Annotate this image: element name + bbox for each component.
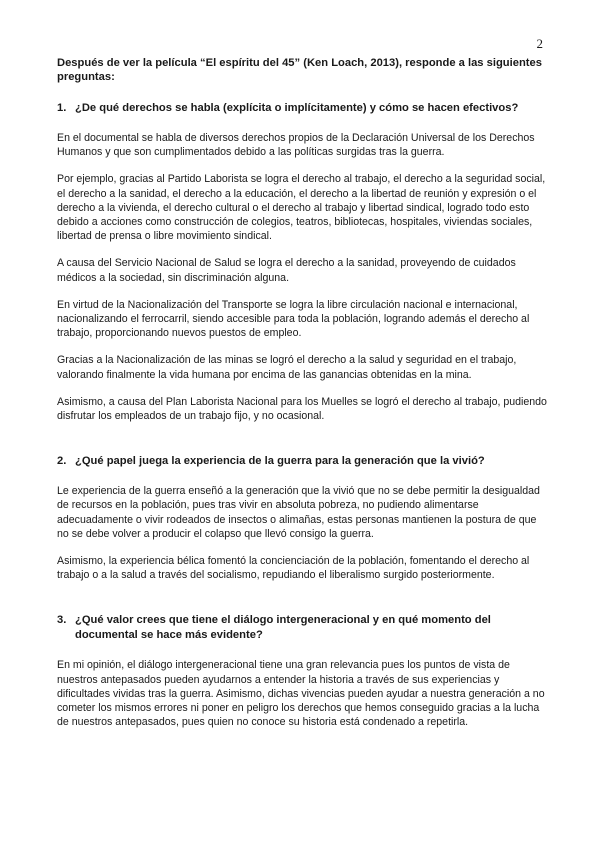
- document-body: [57, 56, 547, 742]
- question-text: ¿De qué derechos se habla (explícita o implícitamente) y cómo se hacen efectivos?: [75, 102, 519, 114]
- question-number: 2.: [57, 455, 67, 468]
- question-heading: [57, 454, 547, 469]
- answer-paragraph: A causa del Servicio Nacional de Salud se logra el derecho a la sanidad, proveyendo de cuidados médicos a la sociedad, sin discriminación alguna.: [57, 257, 516, 284]
- answer-paragraph: Le experiencia de la guerra enseñó a la generación que la vivió que no se debe permitir la desigualdad de recursos en la población, pues tras vivir en absoluta pobreza, no pudiendo alimentarse adecuadamente o vivir rodeados de insectos o alimañas, estas personas mantienen la postura de que no se debe volver a producir el colapso que llevó consigo la guerra.: [57, 485, 540, 540]
- section-1: [57, 101, 547, 423]
- question-text: ¿Qué valor crees que tiene el diálogo intergeneracional y en qué momento del documental se hace más evidente?: [75, 614, 491, 642]
- question-number: 1.: [57, 102, 67, 114]
- answer-paragraph: En virtud de la Nacionalización del Transporte se logra la libre circulación nacional e internacional, nacionalizando el ferrocarril, siendo accesible para toda la población, logrando además el derecho al trabajo, proporcionando nuevos puestos de empleo.: [57, 298, 530, 340]
- answer-paragraph: Asimismo, a causa del Plan Laborista Nacional para los Muelles se logró el derecho al trabajo, pudiendo disfrutar los empleados de un trabajo fijo, y no ocasional.: [57, 395, 547, 423]
- answer-paragraph: En el documental se habla de diversos derechos propios de la Declaración Universal de los Derechos Humanos y que son cumplimentados debido a las políticas surgidas tras la guerra.: [57, 132, 535, 159]
- assignment-intro: Después de ver la película “El espíritu del 45” (Ken Loach, 2013), responde a las siguientes preguntas:: [57, 57, 542, 83]
- section-3: [57, 613, 547, 729]
- answer-paragraph: Asimismo, la experiencia bélica fomentó la concienciación de la población, fomentando el derecho al trabajo o a la salud a través del socialismo, repudiando el liberalismo surgido posteriormente.: [57, 555, 530, 582]
- question-heading: [57, 101, 547, 116]
- page-number: 2: [536, 36, 543, 51]
- question-text: ¿Qué papel juega la experiencia de la guerra para la generación que la vivió?: [75, 455, 485, 468]
- question-number: 3.: [57, 614, 67, 627]
- section-spacer: [57, 436, 547, 454]
- answer-paragraph: En mi opinión, el diálogo intergeneracional tiene una gran relevancia pues los puntos de vista de nuestros antepasados pueden ayudarnos a entender la historia a través de sus experiencias y dificultades vividas tras la guerra. Asimismo, dichas vivencias pueden ayudar a nuestra generación a no cometer los mismos errores ni poner en peligro los derechos que hemos conseguido gracias a la lucha de nuestros antepasados, pues quien no conoce su historia está condenado a repetirla.: [57, 659, 545, 729]
- question-heading: [57, 613, 547, 643]
- section-spacer: [57, 595, 547, 613]
- answer-paragraph: Por ejemplo, gracias al Partido Laborista se logra el derecho al trabajo, el derecho a la seguridad social, el derecho a la sanidad, el derecho a la educación, el derecho a la libertad de reunión y expresión o el derecho a la vivienda, el derecho cultural o el derecho al trabajo y libertad sindical, logrado todo esto debido a acciones como construcción de colegios, teatros, bibliotecas, hospitales, viviendas sociales, libertad de prensa o libre movimiento sindical.: [57, 173, 546, 243]
- section-2: [57, 454, 547, 582]
- answer-paragraph: Gracias a la Nacionalización de las minas se logró el derecho a la salud y seguridad en el trabajo, valorando finalmente la vida humana por encima de las ganancias obtenidas en la mina.: [57, 354, 517, 381]
